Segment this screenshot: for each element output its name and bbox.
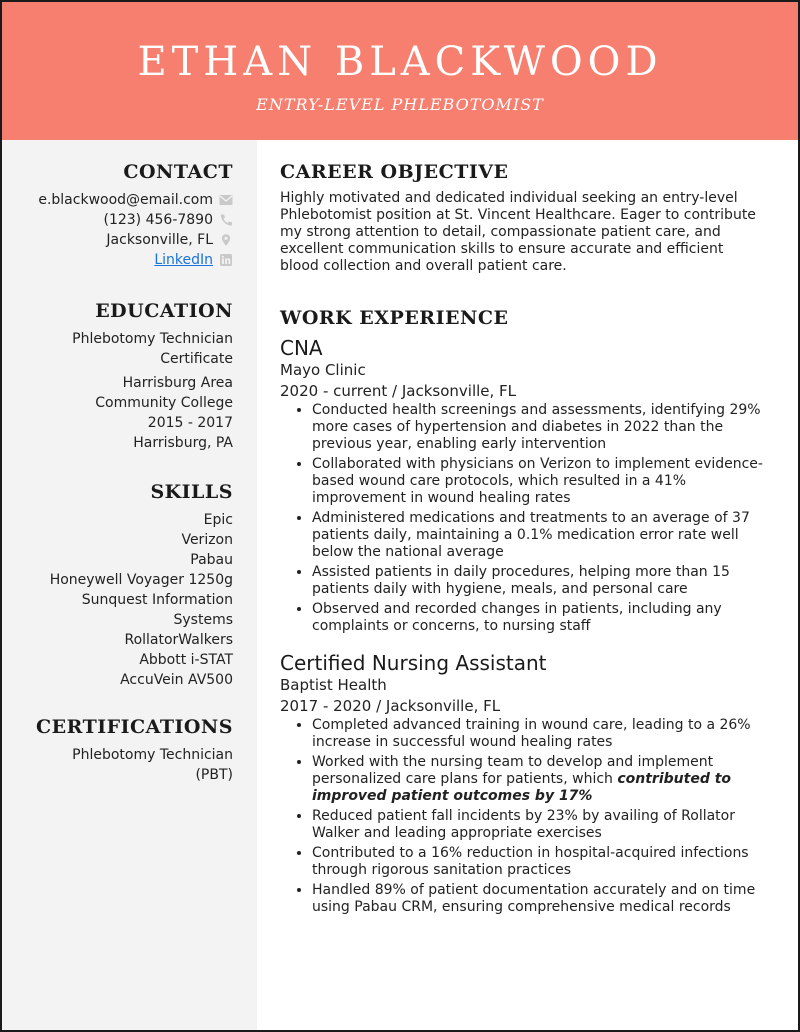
list-item: • Completed advanced training in wound care, leading to a 26% increase in successful wound healing rates xyxy=(312,717,764,751)
skill-item: Abbott i-STAT xyxy=(139,652,233,668)
envelope-icon xyxy=(219,194,233,206)
list-item: • Contributed to a 16% reduction in hospital-acquired infections through rigorous sanitation practices xyxy=(312,845,764,879)
job-title: CNA xyxy=(280,336,323,360)
contact-section xyxy=(2,160,233,270)
certifications-section xyxy=(2,715,233,785)
linkedin-icon xyxy=(219,254,233,266)
certification-line1: Phlebotomy Technician xyxy=(72,747,233,763)
skill-item: Verizon xyxy=(181,532,233,548)
candidate-name: ETHAN BLACKWOOD xyxy=(137,39,663,85)
contact-phone-row xyxy=(2,210,233,230)
objective-text: Highly motivated and dedicated individual seeking an entry-level Phlebotomist position at St. Vincent Healthcare. Eager to contribute my strong attention to detail, compassionate patient care, and excellent communication skills to ensure accurate and efficient blood collection and overall patient care. xyxy=(280,190,756,274)
bullet-emphasis: contributed to improved patient outcomes by 17% xyxy=(312,771,732,804)
job-separator: / xyxy=(392,382,398,400)
contact-heading: CONTACT xyxy=(123,161,233,183)
job-company: Mayo Clinic xyxy=(280,361,366,379)
list-item: • Reduced patient fall incidents by 23% by availing of Rollator Walker and leading appropriate exercises xyxy=(312,808,764,842)
education-heading: EDUCATION xyxy=(95,300,233,322)
objective-section xyxy=(280,160,760,275)
contact-location: Jacksonville, FL xyxy=(106,232,213,248)
objective-heading: CAREER OBJECTIVE xyxy=(280,161,509,183)
candidate-title: ENTRY-LEVEL PHLEBOTOMIST xyxy=(256,95,544,114)
phone-icon xyxy=(219,214,233,226)
education-location: Harrisburg, PA xyxy=(133,435,233,451)
list-item xyxy=(312,754,764,805)
sidebar xyxy=(2,140,257,1030)
resume-header xyxy=(2,2,798,140)
skill-item: Pabau xyxy=(190,552,233,568)
job-meta xyxy=(280,381,764,402)
list-item: • Assisted patients in daily procedures, helping more than 15 patients daily with hygiene, meals, and personal care xyxy=(312,564,764,598)
education-school-line1: Harrisburg Area xyxy=(122,375,233,391)
education-degree-line1: Phlebotomy Technician xyxy=(72,331,233,347)
skill-item: AccuVein AV500 xyxy=(120,672,233,688)
skill-item: Systems xyxy=(173,612,233,628)
contact-email-row xyxy=(2,190,233,210)
certification-line2: (PBT) xyxy=(195,767,233,783)
education-degree-line2: Certificate xyxy=(160,351,233,367)
skill-item: RollatorWalkers xyxy=(124,632,233,648)
experience-section xyxy=(280,306,764,919)
skill-item: Honeywell Voyager 1250g xyxy=(49,572,233,588)
list-item: • Handled 89% of patient documentation accurately and on time using Pabau CRM, ensuring comprehensive medical records xyxy=(312,882,764,916)
job-separator: / xyxy=(376,697,382,715)
education-school-line2: Community College xyxy=(95,395,233,411)
experience-heading: WORK EXPERIENCE xyxy=(280,307,509,329)
certifications-heading: CERTIFICATIONS xyxy=(36,716,233,738)
job-location: Jacksonville, FL xyxy=(385,697,501,715)
job-dates: 2017 - 2020 xyxy=(280,697,372,715)
list-item: • Conducted health screenings and assessments, identifying 29% more cases of hypertension and diabetes in 2022 than the previous year, enabling early intervention xyxy=(312,402,764,453)
linkedin-link[interactable]: LinkedIn xyxy=(154,252,213,268)
list-item: • Collaborated with physicians on Verizon to implement evidence-based wound care protocols, which resulted in a 41% improvement in wound healing rates xyxy=(312,456,764,507)
job-company: Baptist Health xyxy=(280,676,387,694)
map-pin-icon xyxy=(219,234,233,246)
contact-email[interactable]: e.blackwood@email.com xyxy=(38,192,213,208)
contact-location-row xyxy=(2,230,233,250)
job-location: Jacksonville, FL xyxy=(401,382,517,400)
job-meta xyxy=(280,696,764,717)
job-entry xyxy=(280,651,764,916)
education-years: 2015 - 2017 xyxy=(147,415,233,431)
job-title: Certified Nursing Assistant xyxy=(280,651,547,675)
contact-linkedin-row xyxy=(2,250,233,270)
job-bullets xyxy=(280,717,764,916)
job-entry xyxy=(280,336,764,635)
skill-item: Sunquest Information xyxy=(81,592,233,608)
contact-phone: (123) 456-7890 xyxy=(103,212,213,228)
job-bullets xyxy=(280,402,764,635)
education-section xyxy=(2,299,233,453)
bullet-text: Worked with the nursing team to develop and implement personalized care plans for patients, which xyxy=(312,754,714,787)
skills-heading: SKILLS xyxy=(150,481,233,503)
skills-section xyxy=(2,480,233,690)
skill-item: Epic xyxy=(203,512,233,528)
job-dates: 2020 - current xyxy=(280,382,388,400)
list-item: • Observed and recorded changes in patients, including any complaints or concerns, to nursing staff xyxy=(312,601,764,635)
list-item: • Administered medications and treatments to an average of 37 patients daily, maintaining a 0.1% medication error rate well below the national average xyxy=(312,510,764,561)
